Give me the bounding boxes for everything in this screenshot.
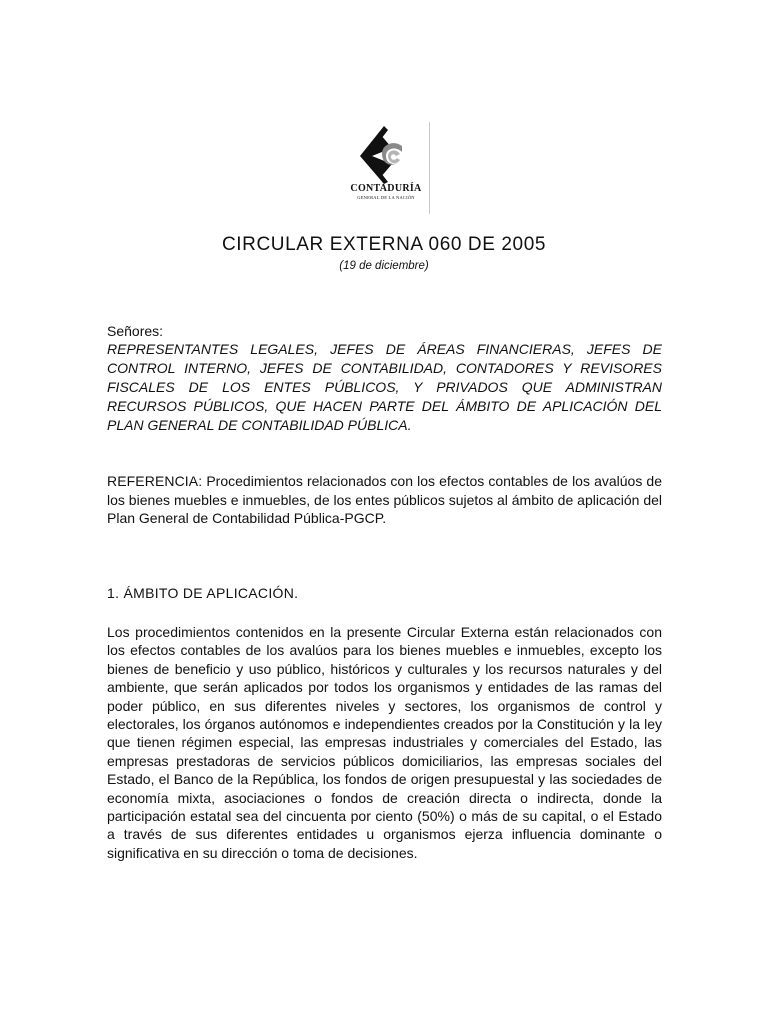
recipients: REPRESENTANTES LEGALES, JEFES DE ÁREAS FINANCIERAS, JEFES DE CONTROL INTERNO, JEFES DE CONTABILIDAD, CONTADORES Y REVISORES FISCALES DE LOS ENTES PÚBLICOS, Y PRIVADOS QUE ADMINISTRAN RECURSOS PÚBLICOS, QUE HACEN PARTE DEL ÁMBITO DE APLICACIÓN DEL PLAN GENERAL DE CONTABILIDAD PÚBLICA. xyxy=(107,341,662,433)
section-heading: 1. ÁMBITO DE APLICACIÓN. xyxy=(107,585,299,601)
reference-label: REFERENCIA: xyxy=(107,473,203,489)
document-date: (19 de diciembre) xyxy=(339,260,429,272)
contaduria-logo xyxy=(344,122,434,212)
logo-name: CONTADURÍA xyxy=(350,183,422,194)
document-title: CIRCULAR EXTERNA 060 DE 2005 xyxy=(221,234,547,255)
contaduria-emblem-icon xyxy=(358,126,410,184)
section-body: Los procedimientos contenidos en la presente Circular Externa están relacionados con los efectos contables de los avalúos para los bienes muebles e inmuebles, excepto los bienes de beneficio y uso público, históricos y culturales y los recursos naturales y del ambiente, que serán aplicados por todos los organismos y entidades de las ramas del poder público, en sus diferentes niveles y sectores, los organismos de control y electorales, los órganos autónomos e independientes creados por la Constitución y la ley que tienen régimen especial, las empresas industriales y comerciales del Estado, las empresas prestadoras de servicios públicos domiciliarios, las empresas sociales del Estado, el Banco de la República, los fondos de origen presupuestal y las sociedades de economía mixta, asociaciones o fondos de creación directa o indirecta, donde la participación estatal sea del cincuenta por ciento (50%) o más de su capital, o el Estado a través de sus diferentes entidades u organismos ejerza influencia dominante o significativa en su dirección o toma de decisiones. xyxy=(107,624,662,861)
logo-divider xyxy=(429,122,430,214)
reference-text: Procedimientos relacionados con los efectos contables de los avalúos de los bienes muebles e inmuebles, de los entes públicos sujetos al ámbito de aplicación del Plan General de Contabilidad Pública-PGCP. xyxy=(107,473,662,527)
reference-paragraph xyxy=(107,472,662,528)
salutation: Señores: xyxy=(107,323,164,339)
logo-subname: GENERAL DE LA NACIÓN xyxy=(357,195,415,200)
